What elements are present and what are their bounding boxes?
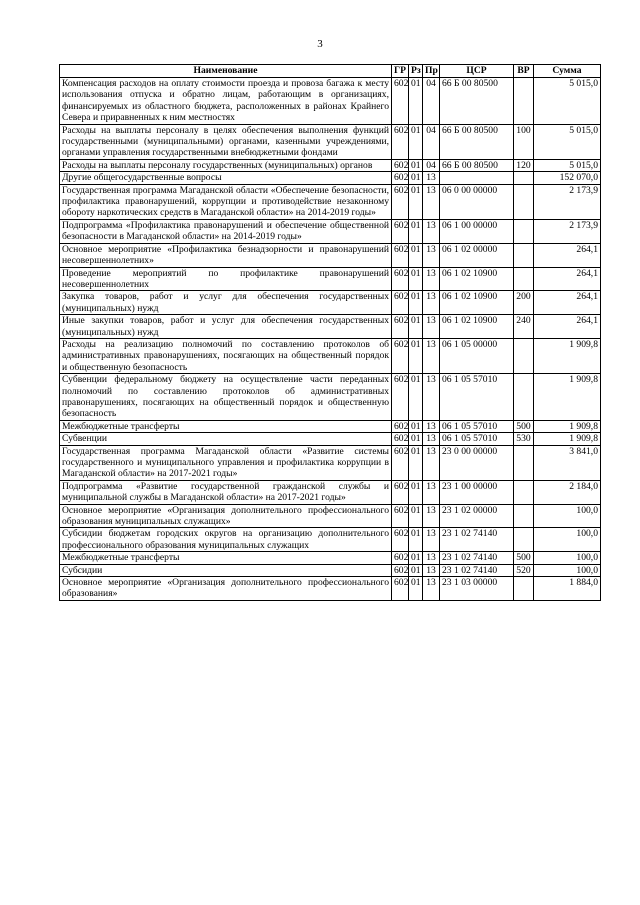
row-csr: 06 1 02 10900 <box>440 291 514 315</box>
row-csr: 23 1 02 74140 <box>440 564 514 576</box>
row-pr: 13 <box>423 267 440 291</box>
row-vr <box>514 172 534 184</box>
row-name: Расходы на выплаты персоналу в целях обеспечения выполнения функций государственными (муниципальными) органами, казенными учреждениями, органами управления государственными внебюджетными фондами <box>60 124 392 159</box>
row-name: Субсидии бюджетам городских округов на организацию дополнительного профессионального образования муниципальных служащих <box>60 528 392 552</box>
row-name: Иные закупки товаров, работ и услуг для обеспечения государственных (муниципальных) нужд <box>60 315 392 339</box>
row-pr: 04 <box>423 159 440 171</box>
header-vr: ВР <box>514 65 534 78</box>
table-header-row <box>60 65 601 78</box>
row-rz: 01 <box>409 577 423 601</box>
row-gr: 602 <box>392 184 409 219</box>
table-row <box>60 552 601 564</box>
row-pr: 13 <box>423 528 440 552</box>
row-csr: 06 1 05 00000 <box>440 338 514 373</box>
table-row <box>60 338 601 373</box>
row-rz: 01 <box>409 564 423 576</box>
row-gr: 602 <box>392 433 409 445</box>
header-gr: ГР <box>392 65 409 78</box>
row-rz: 01 <box>409 159 423 171</box>
row-rz: 01 <box>409 219 423 243</box>
row-sum: 1 909,8 <box>534 433 601 445</box>
row-name: Закупка товаров, работ и услуг для обеспечения государственных (муниципальных) нужд <box>60 291 392 315</box>
row-vr <box>514 445 534 480</box>
row-sum: 100,0 <box>534 564 601 576</box>
row-name: Подпрограмма «Профилактика правонарушений и обеспечение общественной безопасности в Магаданской области» на 2014-2019 годы» <box>60 219 392 243</box>
row-csr: 23 1 02 74140 <box>440 528 514 552</box>
row-sum: 100,0 <box>534 504 601 528</box>
table-row <box>60 577 601 601</box>
table-row <box>60 78 601 125</box>
row-rz: 01 <box>409 78 423 125</box>
row-gr: 602 <box>392 219 409 243</box>
row-pr: 13 <box>423 243 440 267</box>
row-gr: 602 <box>392 315 409 339</box>
row-rz: 01 <box>409 267 423 291</box>
row-vr <box>514 504 534 528</box>
row-csr: 66 Б 00 80500 <box>440 159 514 171</box>
row-name: Субвенции <box>60 433 392 445</box>
row-name: Государственная программа Магаданской области «Развитие системы государственного и муниципального управления и профилактика коррупции в Магаданской области» на 2017-2021 годы» <box>60 445 392 480</box>
row-pr: 13 <box>423 552 440 564</box>
row-vr <box>514 219 534 243</box>
row-vr <box>514 267 534 291</box>
row-gr: 602 <box>392 504 409 528</box>
row-sum: 1 884,0 <box>534 577 601 601</box>
row-rz: 01 <box>409 291 423 315</box>
row-pr: 13 <box>423 172 440 184</box>
row-gr: 602 <box>392 552 409 564</box>
row-vr: 200 <box>514 291 534 315</box>
row-csr <box>440 172 514 184</box>
table-body <box>60 78 601 601</box>
row-name: Межбюджетные трансферты <box>60 420 392 432</box>
row-name: Основное мероприятие «Профилактика безнадзорности и правонарушений несовершеннолетних» <box>60 243 392 267</box>
row-vr: 120 <box>514 159 534 171</box>
row-gr: 602 <box>392 480 409 504</box>
row-name: Расходы на выплаты персоналу государственных (муниципальных) органов <box>60 159 392 171</box>
row-sum: 152 070,0 <box>534 172 601 184</box>
table-row <box>60 445 601 480</box>
row-gr: 602 <box>392 159 409 171</box>
row-name: Подпрограмма «Развитие государственной гражданской службы и муниципальной службы в Магаданской области» на 2017-2021 годы» <box>60 480 392 504</box>
row-vr <box>514 338 534 373</box>
row-pr: 13 <box>423 504 440 528</box>
row-vr: 520 <box>514 564 534 576</box>
row-sum: 1 909,8 <box>534 338 601 373</box>
row-sum: 3 841,0 <box>534 445 601 480</box>
row-rz: 01 <box>409 243 423 267</box>
row-csr: 06 1 00 00000 <box>440 219 514 243</box>
row-rz: 01 <box>409 172 423 184</box>
table-row <box>60 374 601 421</box>
row-pr: 13 <box>423 577 440 601</box>
row-pr: 13 <box>423 219 440 243</box>
row-rz: 01 <box>409 184 423 219</box>
row-pr: 13 <box>423 445 440 480</box>
row-gr: 602 <box>392 78 409 125</box>
row-sum: 2 173,9 <box>534 184 601 219</box>
row-sum: 2 173,9 <box>534 219 601 243</box>
header-rz: Рз <box>409 65 423 78</box>
header-name: Наименование <box>60 65 392 78</box>
table-row <box>60 243 601 267</box>
row-vr: 500 <box>514 552 534 564</box>
row-vr: 500 <box>514 420 534 432</box>
row-csr: 66 Б 00 80500 <box>440 124 514 159</box>
row-gr: 602 <box>392 243 409 267</box>
row-sum: 5 015,0 <box>534 78 601 125</box>
row-rz: 01 <box>409 338 423 373</box>
row-gr: 602 <box>392 577 409 601</box>
table-row <box>60 315 601 339</box>
table-row <box>60 291 601 315</box>
row-vr <box>514 528 534 552</box>
page-number: 3 <box>317 38 323 50</box>
row-pr: 04 <box>423 124 440 159</box>
table-row <box>60 433 601 445</box>
row-name: Основное мероприятие «Организация дополнительного профессионального образования» <box>60 577 392 601</box>
row-gr: 602 <box>392 124 409 159</box>
row-vr <box>514 374 534 421</box>
row-gr: 602 <box>392 338 409 373</box>
row-pr: 13 <box>423 420 440 432</box>
row-csr: 06 1 05 57010 <box>440 433 514 445</box>
row-csr: 06 1 02 10900 <box>440 267 514 291</box>
row-name: Субсидии <box>60 564 392 576</box>
row-name: Субвенции федеральному бюджету на осуществление части переданных полномочий по составлению протоколов об административных правонарушениях, посягающих на общественный порядок и общественную безопасность <box>60 374 392 421</box>
row-vr <box>514 184 534 219</box>
row-vr: 240 <box>514 315 534 339</box>
table-row <box>60 504 601 528</box>
header-sum: Сумма <box>534 65 601 78</box>
row-pr: 13 <box>423 433 440 445</box>
row-rz: 01 <box>409 315 423 339</box>
row-rz: 01 <box>409 445 423 480</box>
row-sum: 1 909,8 <box>534 420 601 432</box>
budget-table <box>59 64 601 601</box>
row-sum: 264,1 <box>534 243 601 267</box>
row-rz: 01 <box>409 552 423 564</box>
row-rz: 01 <box>409 374 423 421</box>
row-csr: 06 1 05 57010 <box>440 374 514 421</box>
table-row <box>60 184 601 219</box>
row-sum: 100,0 <box>534 552 601 564</box>
header-pr: Пр <box>423 65 440 78</box>
row-sum: 5 015,0 <box>534 159 601 171</box>
table-row <box>60 219 601 243</box>
row-name: Расходы на реализацию полномочий по составлению протоколов об административных правонарушениях, посягающих на общественный порядок и общественную безопасность <box>60 338 392 373</box>
row-name: Межбюджетные трансферты <box>60 552 392 564</box>
row-csr: 06 1 02 10900 <box>440 315 514 339</box>
row-vr: 530 <box>514 433 534 445</box>
row-name: Основное мероприятие «Организация дополнительного профессионального образования муниципальных служащих» <box>60 504 392 528</box>
row-vr <box>514 577 534 601</box>
row-name: Компенсация расходов на оплату стоимости проезда и провоза багажа к месту использования отпуска и обратно лицам, работающим в организациях, финансируемых из областного бюджета, расположенных в районах Крайнего Севера и приравненных к ним местностях <box>60 78 392 125</box>
row-gr: 602 <box>392 564 409 576</box>
row-vr <box>514 78 534 125</box>
row-rz: 01 <box>409 504 423 528</box>
row-sum: 2 184,0 <box>534 480 601 504</box>
table-row <box>60 480 601 504</box>
table-row <box>60 564 601 576</box>
row-gr: 602 <box>392 528 409 552</box>
row-name: Другие общегосударственные вопросы <box>60 172 392 184</box>
row-sum: 264,1 <box>534 267 601 291</box>
row-rz: 01 <box>409 433 423 445</box>
table-row <box>60 528 601 552</box>
row-csr: 06 0 00 00000 <box>440 184 514 219</box>
row-gr: 602 <box>392 267 409 291</box>
row-csr: 06 1 05 57010 <box>440 420 514 432</box>
row-pr: 04 <box>423 78 440 125</box>
row-rz: 01 <box>409 124 423 159</box>
row-pr: 13 <box>423 564 440 576</box>
row-pr: 13 <box>423 315 440 339</box>
row-pr: 13 <box>423 338 440 373</box>
table-row <box>60 159 601 171</box>
row-rz: 01 <box>409 480 423 504</box>
table-row <box>60 267 601 291</box>
row-pr: 13 <box>423 184 440 219</box>
row-gr: 602 <box>392 291 409 315</box>
row-csr: 23 1 02 74140 <box>440 552 514 564</box>
row-pr: 13 <box>423 480 440 504</box>
row-rz: 01 <box>409 420 423 432</box>
row-gr: 602 <box>392 172 409 184</box>
row-vr <box>514 243 534 267</box>
row-gr: 602 <box>392 420 409 432</box>
table-row <box>60 420 601 432</box>
row-csr: 06 1 02 00000 <box>440 243 514 267</box>
row-csr: 66 Б 00 80500 <box>440 78 514 125</box>
table-row <box>60 124 601 159</box>
row-pr: 13 <box>423 291 440 315</box>
row-csr: 23 1 03 00000 <box>440 577 514 601</box>
row-gr: 602 <box>392 374 409 421</box>
row-name: Проведение мероприятий по профилактике правонарушений несовершеннолетних <box>60 267 392 291</box>
row-csr: 23 1 00 00000 <box>440 480 514 504</box>
header-csr: ЦСР <box>440 65 514 78</box>
row-sum: 100,0 <box>534 528 601 552</box>
row-vr <box>514 480 534 504</box>
row-gr: 602 <box>392 445 409 480</box>
row-sum: 264,1 <box>534 315 601 339</box>
table-row <box>60 172 601 184</box>
row-rz: 01 <box>409 528 423 552</box>
row-csr: 23 1 02 00000 <box>440 504 514 528</box>
row-csr: 23 0 00 00000 <box>440 445 514 480</box>
row-sum: 264,1 <box>534 291 601 315</box>
row-pr: 13 <box>423 374 440 421</box>
row-vr: 100 <box>514 124 534 159</box>
row-sum: 5 015,0 <box>534 124 601 159</box>
row-name: Государственная программа Магаданской области «Обеспечение безопасности, профилактика правонарушений, коррупции и противодействие незаконному обороту наркотических средств в Магаданской области» на 2014-2019 годы» <box>60 184 392 219</box>
row-sum: 1 909,8 <box>534 374 601 421</box>
